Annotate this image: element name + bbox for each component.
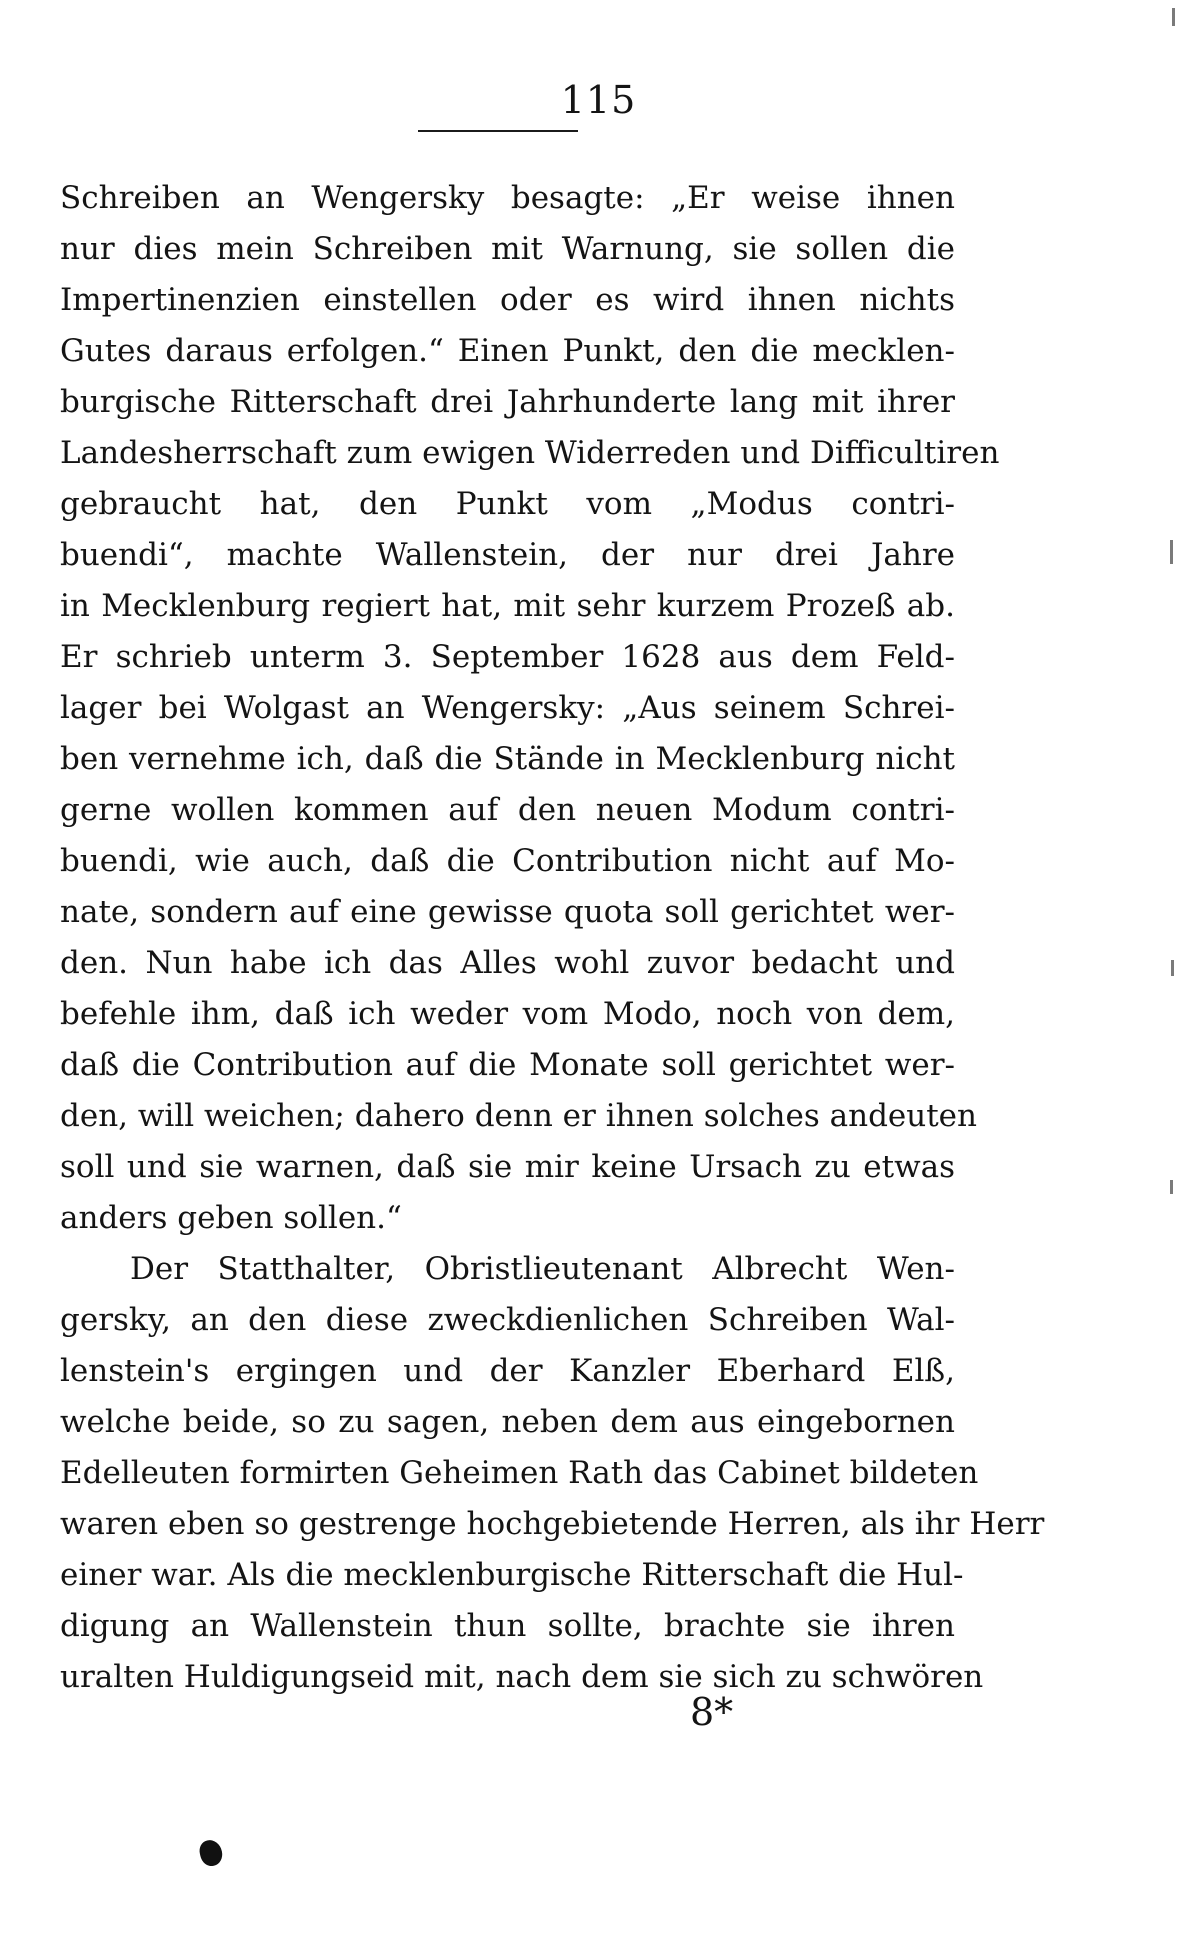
text-line: daß die Contribution auf die Monate soll gerichtet wer- — [60, 1047, 955, 1083]
text-line: Landesherrschaft zum ewigen Widerreden und Difficultiren — [60, 435, 1000, 471]
text-line: in Mecklenburg regiert hat, mit sehr kurzem Prozeß ab. — [60, 588, 955, 624]
text-line: anders geben sollen.“ — [60, 1200, 402, 1236]
text-line: Impertinenzien einstellen oder es wird ihnen nichts — [60, 282, 955, 318]
text-line: digung an Wallenstein thun sollte, brachte sie ihren — [60, 1608, 955, 1644]
text-line: soll und sie warnen, daß sie mir keine Ursach zu etwas — [60, 1149, 955, 1185]
margin-speck — [1172, 8, 1175, 26]
text-line: gebraucht hat, den Punkt vom „Modus contri- — [60, 486, 955, 522]
text-line: ben vernehme ich, daß die Stände in Mecklenburg nicht — [60, 741, 955, 777]
text-line: burgische Ritterschaft drei Jahrhunderte lang mit ihrer — [60, 384, 955, 420]
margin-speck — [1170, 1180, 1173, 1194]
text-line: nate, sondern auf eine gewisse quota soll gerichtet wer- — [60, 894, 955, 930]
header-rule — [418, 130, 578, 132]
text-line: welche beide, so zu sagen, neben dem aus eingebornen — [60, 1404, 955, 1440]
signature-mark: 8* — [690, 1690, 734, 1734]
text-line: waren eben so gestrenge hochgebietende Herren, als ihr Herr — [60, 1506, 1045, 1542]
ink-blot — [198, 1838, 225, 1868]
text-line: Der Statthalter, Obristlieutenant Albrecht Wen- — [130, 1251, 955, 1287]
text-line: buendi, wie auch, daß die Contribution nicht auf Mo- — [60, 843, 955, 879]
margin-speck — [1170, 540, 1173, 564]
text-line: gerne wollen kommen auf den neuen Modum contri- — [60, 792, 955, 828]
body-text — [60, 173, 1045, 1703]
margin-speck — [1171, 960, 1174, 976]
text-line: nur dies mein Schreiben mit Warnung, sie sollen die — [60, 231, 955, 267]
text-line: den, will weichen; dahero denn er ihnen solches andeuten — [60, 1098, 977, 1134]
text-line: lager bei Wolgast an Wengersky: „Aus seinem Schrei- — [60, 690, 955, 726]
text-line: Schreiben an Wengersky besagte: „Er weise ihnen — [60, 180, 955, 216]
text-line: Edelleuten formirten Geheimen Rath das Cabinet bildeten — [60, 1455, 979, 1491]
text-line: uralten Huldigungseid mit, nach dem sie sich zu schwören — [60, 1659, 984, 1695]
text-line: den. Nun habe ich das Alles wohl zuvor bedacht und — [60, 945, 955, 981]
text-line: Er schrieb unterm 3. September 1628 aus dem Feld- — [60, 639, 955, 675]
text-line: Gutes daraus erfolgen.“ Einen Punkt, den die mecklen- — [60, 333, 955, 369]
text-line: buendi“, machte Wallenstein, der nur drei Jahre — [60, 537, 955, 573]
text-line: einer war. Als die mecklenburgische Ritterschaft die Hul- — [60, 1557, 964, 1593]
text-line: gersky, an den diese zweckdienlichen Schreiben Wal- — [60, 1302, 955, 1338]
text-line: lenstein's ergingen und der Kanzler Eberhard Elß, — [60, 1353, 955, 1389]
text-line: befehle ihm, daß ich weder vom Modo, noch von dem, — [60, 996, 955, 1032]
page-number: 115 — [560, 78, 637, 122]
